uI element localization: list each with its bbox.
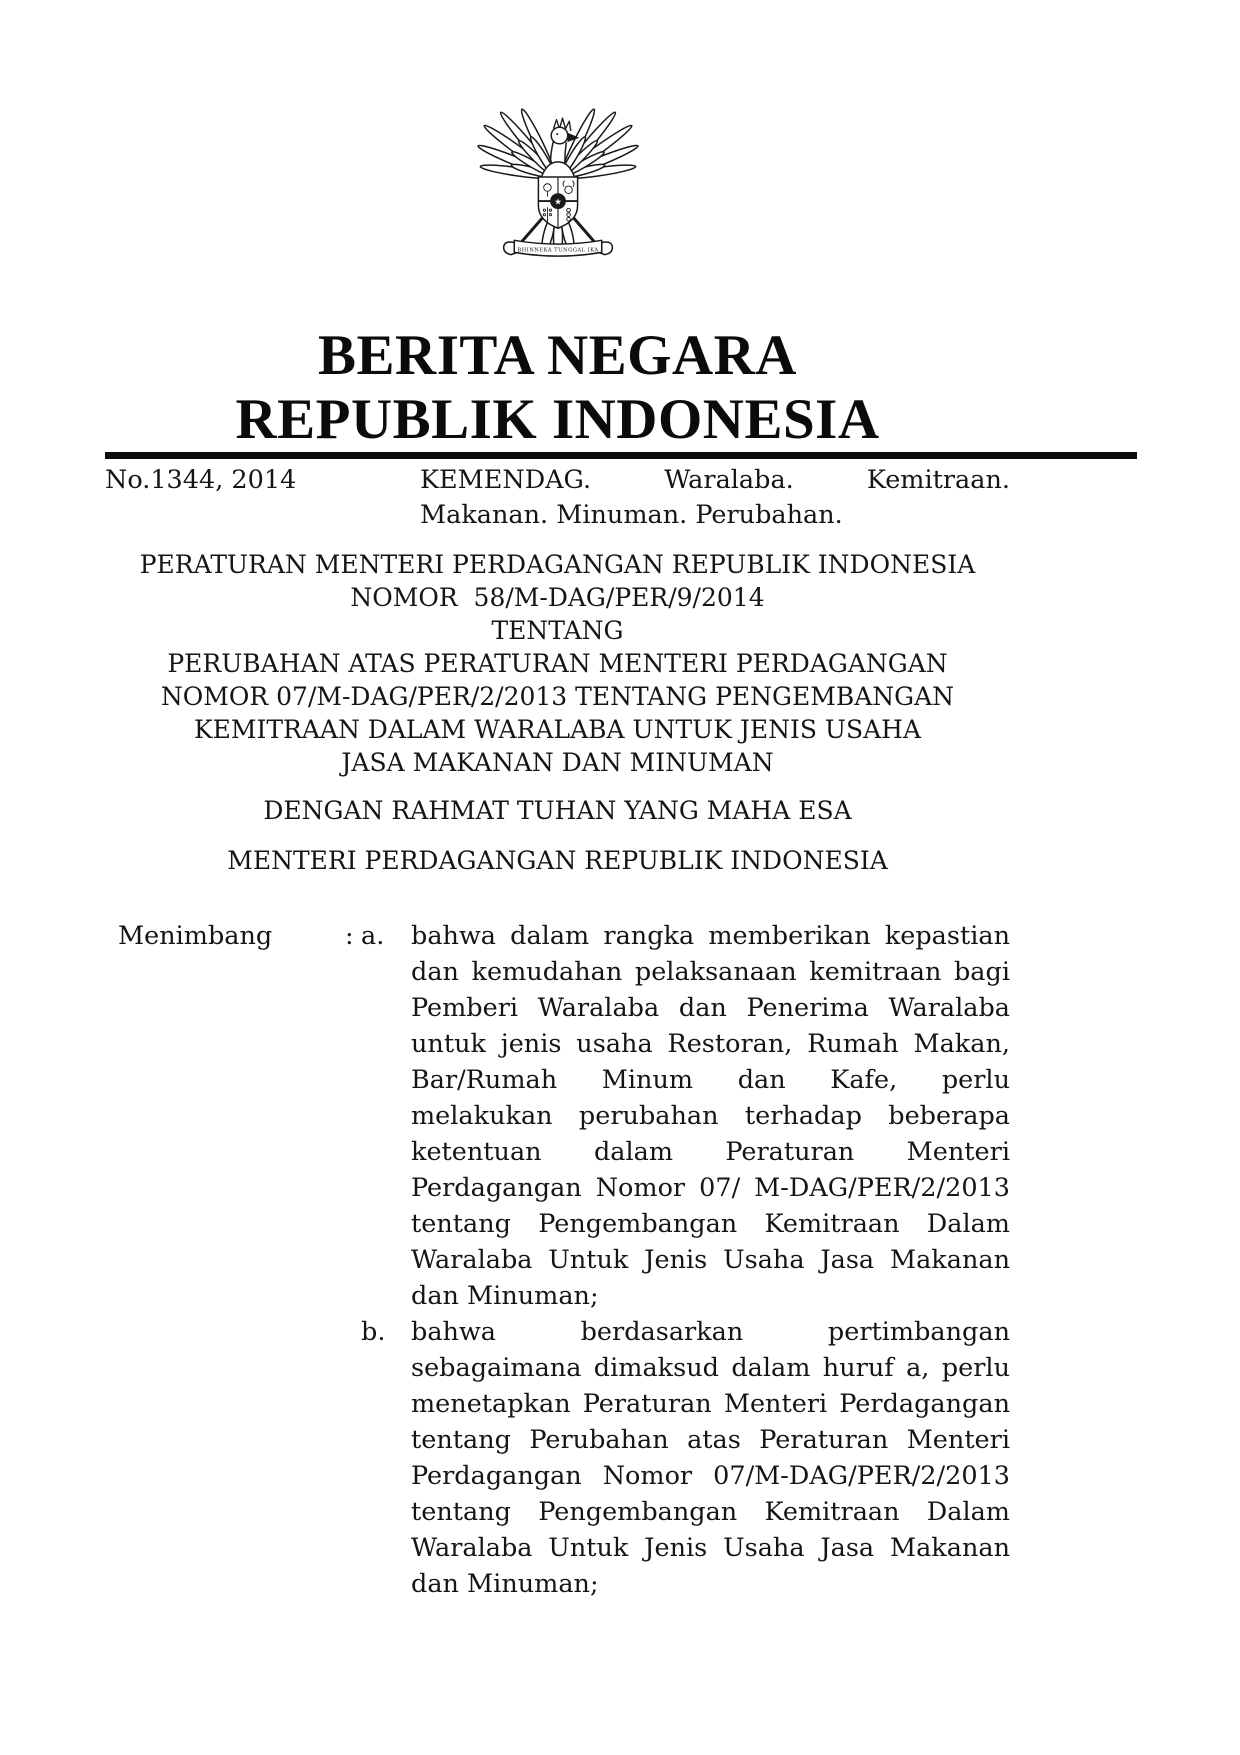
considering-item-a xyxy=(361,918,1010,1314)
item-marker: b. xyxy=(361,1317,386,1347)
regulation-subject-line-1: PERUBAHAN ATAS PERATURAN MENTERI PERDAGANGAN xyxy=(167,649,948,678)
invocation-line: DENGAN RAHMAT TUHAN YANG MAHA ESA xyxy=(263,796,852,825)
regulation-subject-line-2: NOMOR 07/M-DAG/PER/2/2013 TENTANG PENGEMBANGAN xyxy=(160,682,955,711)
gazette-masthead xyxy=(105,324,1010,452)
regulation-title-block xyxy=(105,548,1010,779)
item-text: bahwa dalam rangka memberikan kepastian dan kemudahan pelaksanaan kemitraan bagi Pemberi Waralaba dan Penerima Waralaba untuk jenis usaha Restoran, Rumah Makan, Bar/Rumah Minum dan Kafe, perlu melakukan perubahan terhadap beberapa ketentuan dalam Peraturan Menteri Perdagangan Nomor 07/ M-DAG/PER/2/2013 tentang Pengembangan Kemitraan Dalam Waralaba Untuk Jenis Usaha Jasa Makanan dan Minuman; xyxy=(411,921,1010,1311)
considering-item-b xyxy=(361,1314,1010,1602)
regulation-tentang-line: TENTANG xyxy=(491,616,624,645)
gazette-header-row xyxy=(105,463,1010,533)
gazette-number: No.1344, 2014 xyxy=(105,465,297,495)
authority-line: MENTERI PERDAGANGAN REPUBLIK INDONESIA xyxy=(227,846,888,875)
item-marker: a. xyxy=(361,921,385,951)
regulation-title-line: PERATURAN MENTERI PERDAGANGAN REPUBLIK INDONESIA xyxy=(139,550,976,579)
item-text: bahwa berdasarkan pertimbangan sebagaimana dimaksud dalam huruf a, perlu menetapkan Peraturan Menteri Perdagangan tentang Perubahan atas Peraturan Menteri Perdagangan Nomor 07/M-DAG/PER/2/2013 tentang Pengembangan Kemitraan Dalam Waralaba Untuk Jenis Usaha Jasa Makanan dan Minuman; xyxy=(411,1317,1010,1599)
regulation-subject-line-4: JASA MAKANAN DAN MINUMAN xyxy=(341,748,774,777)
motto-text: BHINNEKA TUNGGAL IKA xyxy=(516,247,599,254)
masthead-line-2: REPUBLIK INDONESIA xyxy=(235,388,880,451)
considering-colon: : xyxy=(345,921,354,951)
masthead-line-1: BERITA NEGARA xyxy=(318,324,797,387)
garuda-emblem xyxy=(105,0,1010,275)
considering-items xyxy=(361,918,1010,1602)
considering-section xyxy=(105,918,1010,1602)
masthead-rule xyxy=(105,452,1137,459)
regulation-subject-line-3: KEMITRAAN DALAM WARALABA UNTUK JENIS USAHA xyxy=(193,715,922,744)
page-content xyxy=(105,0,1010,1602)
garuda-pancasila-icon xyxy=(475,88,641,275)
considering-label: Menimbang xyxy=(118,921,273,951)
regulation-number-line: NOMOR 58/M-DAG/PER/9/2014 xyxy=(350,583,765,612)
shield-star-icon: ★ xyxy=(553,196,562,207)
gazette-subject: KEMENDAG. Waralaba. Kemitraan. Makanan. Minuman. Perubahan. xyxy=(420,465,1010,530)
pancasila-shield-icon xyxy=(538,177,577,228)
